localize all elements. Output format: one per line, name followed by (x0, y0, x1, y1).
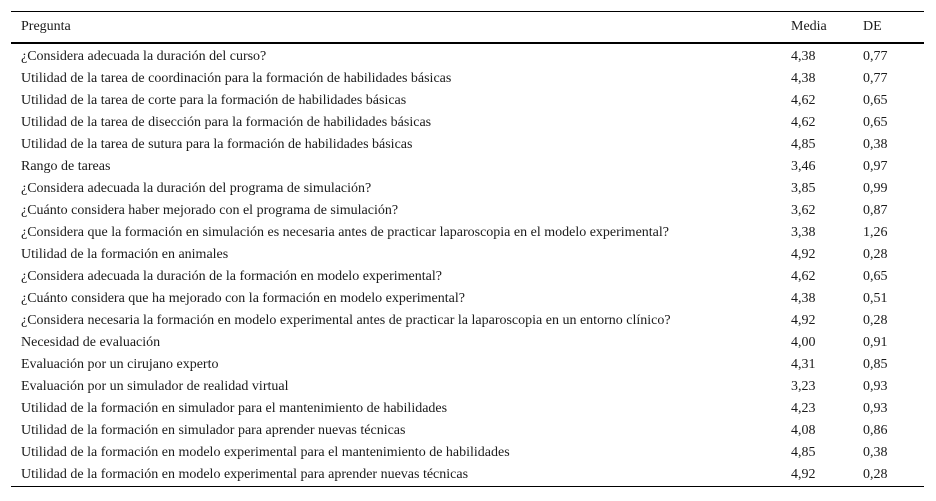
mean-cell: 4,38 (791, 291, 816, 306)
header-row (11, 12, 924, 44)
table-row (11, 244, 924, 266)
table-header (11, 12, 924, 44)
header-sd: DE (863, 19, 882, 34)
mean-cell: 4,92 (791, 467, 816, 482)
question-cell: Utilidad de la tarea de coordinación para la formación de habilidades básicas (21, 71, 452, 86)
table-row (11, 288, 924, 310)
sd-cell: 0,97 (863, 159, 888, 174)
question-cell: Utilidad de la tarea de sutura para la formación de habilidades básicas (21, 137, 413, 152)
mean-cell: 4,38 (791, 71, 816, 86)
sd-cell: 0,65 (863, 115, 888, 130)
table-row (11, 68, 924, 90)
table-row (11, 43, 924, 68)
sd-cell: 0,77 (863, 71, 888, 86)
table-row (11, 222, 924, 244)
table-row (11, 376, 924, 398)
table-row (11, 156, 924, 178)
table-row (11, 354, 924, 376)
mean-cell: 4,23 (791, 401, 816, 416)
table-row (11, 178, 924, 200)
mean-cell: 3,62 (791, 203, 816, 218)
question-cell: ¿Considera adecuada la duración de la formación en modelo experimental? (21, 269, 442, 284)
question-cell: Utilidad de la formación en animales (21, 247, 229, 262)
sd-cell: 0,38 (863, 137, 888, 152)
sd-cell: 0,28 (863, 467, 888, 482)
question-cell: Utilidad de la formación en simulador para aprender nuevas técnicas (21, 423, 406, 438)
mean-cell: 4,08 (791, 423, 816, 438)
table-row (11, 464, 924, 487)
sd-cell: 0,85 (863, 357, 888, 372)
mean-cell: 4,92 (791, 313, 816, 328)
table-row (11, 332, 924, 354)
question-cell: ¿Cuánto considera haber mejorado con el programa de simulación? (21, 203, 399, 218)
sd-cell: 0,38 (863, 445, 888, 460)
question-cell: Rango de tareas (21, 159, 111, 174)
header-mean: Media (791, 19, 827, 34)
mean-cell: 4,00 (791, 335, 816, 350)
table-row (11, 90, 924, 112)
mean-cell: 3,23 (791, 379, 816, 394)
mean-cell: 3,85 (791, 181, 816, 196)
question-cell: ¿Considera adecuada la duración del programa de simulación? (21, 181, 372, 196)
mean-cell: 4,62 (791, 115, 816, 130)
table-row (11, 134, 924, 156)
table-row (11, 442, 924, 464)
survey-table-container (11, 11, 924, 487)
question-cell: Utilidad de la formación en modelo experimental para el mantenimiento de habilidades (21, 445, 510, 460)
table-row (11, 112, 924, 134)
sd-cell: 0,99 (863, 181, 888, 196)
mean-cell: 3,46 (791, 159, 816, 174)
sd-cell: 0,91 (863, 335, 888, 350)
question-cell: ¿Considera necesaria la formación en modelo experimental antes de practicar la laparoscopia en un entorno clínico? (21, 313, 671, 328)
mean-cell: 3,38 (791, 225, 816, 240)
mean-cell: 4,62 (791, 269, 816, 284)
sd-cell: 0,51 (863, 291, 888, 306)
sd-cell: 0,93 (863, 401, 888, 416)
mean-cell: 4,85 (791, 137, 816, 152)
sd-cell: 0,28 (863, 247, 888, 262)
mean-cell: 4,85 (791, 445, 816, 460)
question-cell: ¿Considera adecuada la duración del curso? (21, 49, 267, 64)
sd-cell: 0,87 (863, 203, 888, 218)
sd-cell: 0,65 (863, 269, 888, 284)
mean-cell: 4,62 (791, 93, 816, 108)
header-question: Pregunta (21, 19, 71, 34)
table-row (11, 398, 924, 420)
mean-cell: 4,92 (791, 247, 816, 262)
question-cell: ¿Cuánto considera que ha mejorado con la formación en modelo experimental? (21, 291, 465, 306)
table-body (11, 43, 924, 487)
question-cell: Evaluación por un simulador de realidad virtual (21, 379, 289, 394)
table-row (11, 266, 924, 288)
mean-cell: 4,31 (791, 357, 816, 372)
question-cell: Necesidad de evaluación (21, 335, 161, 350)
question-cell: ¿Considera que la formación en simulación es necesaria antes de practicar laparoscopia en el modelo experimental? (21, 225, 669, 240)
question-cell: Evaluación por un cirujano experto (21, 357, 219, 372)
sd-cell: 0,77 (863, 49, 888, 64)
question-cell: Utilidad de la tarea de corte para la formación de habilidades básicas (21, 93, 407, 108)
question-cell: Utilidad de la formación en simulador para el mantenimiento de habilidades (21, 401, 448, 416)
question-cell: Utilidad de la formación en modelo experimental para aprender nuevas técnicas (21, 467, 469, 482)
sd-cell: 0,65 (863, 93, 888, 108)
question-cell: Utilidad de la tarea de disección para la formación de habilidades básicas (21, 115, 432, 130)
sd-cell: 0,93 (863, 379, 888, 394)
table-row (11, 200, 924, 222)
table-row (11, 310, 924, 332)
survey-table (11, 11, 924, 487)
sd-cell: 0,28 (863, 313, 888, 328)
mean-cell: 4,38 (791, 49, 816, 64)
sd-cell: 0,86 (863, 423, 888, 438)
table-row (11, 420, 924, 442)
sd-cell: 1,26 (863, 225, 888, 240)
